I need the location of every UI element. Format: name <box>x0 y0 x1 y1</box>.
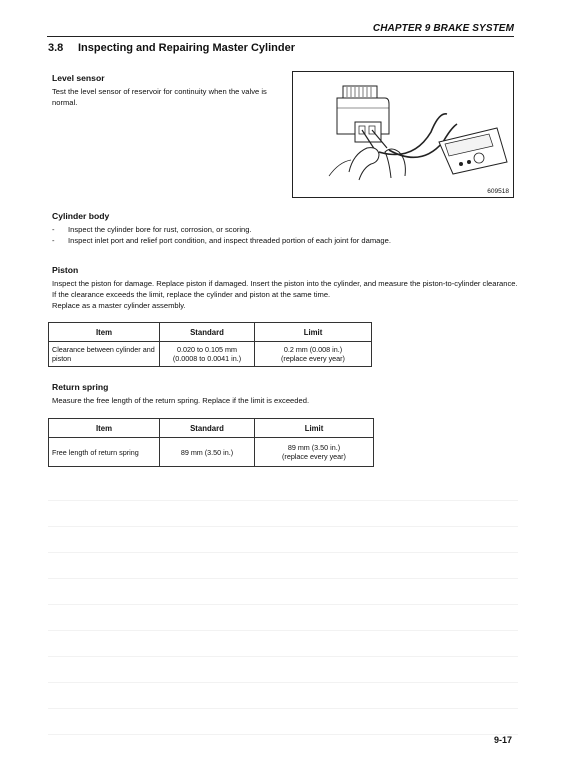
figure-code: 609518 <box>487 188 509 195</box>
cell-limit <box>255 438 374 467</box>
limit-note: (replace every year) <box>282 452 346 461</box>
header-rule <box>47 36 514 37</box>
column-header-item: Item <box>49 323 160 342</box>
cylinder-body-heading: Cylinder body <box>52 211 110 221</box>
return-spring-heading: Return spring <box>52 382 109 392</box>
bullet-dash: - <box>52 236 55 245</box>
piston-text: Inspect the piston for damage. Replace piston if damaged. Insert the piston into the cylinder, and measure the piston-to-cylinder clearance. If the clearance exceeds the limit, replace the cylinder and piston at the same time. <box>52 279 518 299</box>
column-header-item: Item <box>49 419 160 438</box>
standard-mm: 0.020 to 0.105 mm <box>177 345 237 354</box>
piston-clearance-table <box>48 322 372 367</box>
level-sensor-text: Test the level sensor of reservoir for continuity when the valve is normal. <box>52 87 267 107</box>
cell-item: Free length of return spring <box>49 438 160 467</box>
column-header-limit: Limit <box>255 323 372 342</box>
return-spring-text: Measure the free length of the return spring. Replace if the limit is exceeded. <box>52 396 310 405</box>
column-header-limit: Limit <box>255 419 374 438</box>
section-number: 3.8 <box>48 42 64 54</box>
list-item <box>52 224 522 235</box>
table-row <box>49 438 374 467</box>
cell-limit <box>255 342 372 367</box>
column-header-standard: Standard <box>160 419 255 438</box>
list-item <box>52 235 522 246</box>
column-header-standard: Standard <box>160 323 255 342</box>
level-sensor-heading: Level sensor <box>52 73 105 83</box>
cell-standard: 89 mm (3.50 in.) <box>160 438 255 467</box>
table-row <box>49 342 372 367</box>
cylinder-body-section <box>52 211 522 246</box>
multimeter-test-illustration <box>293 72 513 197</box>
level-sensor-figure <box>292 71 514 198</box>
blank-area <box>48 475 518 735</box>
chapter-header: CHAPTER 9 BRAKE SYSTEM <box>372 23 514 34</box>
piston-section <box>52 265 522 311</box>
list-item-text: Inspect the cylinder bore for rust, corrosion, or scoring. <box>68 225 252 234</box>
piston-heading: Piston <box>52 265 79 275</box>
standard-in: (0.0008 to 0.0041 in.) <box>172 354 242 363</box>
level-sensor-section <box>52 73 277 108</box>
list-item-text: Inspect inlet port and relief port condition, and inspect threaded portion of each joint for damage. <box>68 236 391 245</box>
cell-item: Clearance between cylinder and piston <box>49 342 160 367</box>
bullet-dash: - <box>52 225 55 234</box>
return-spring-table <box>48 418 374 467</box>
piston-note: Replace as a master cylinder assembly. <box>52 301 186 310</box>
table-header-row <box>49 323 372 342</box>
limit-value: 0.2 mm (0.008 in.) <box>283 345 343 354</box>
section-heading: Inspecting and Repairing Master Cylinder <box>78 42 295 54</box>
section-title <box>48 42 295 54</box>
return-spring-section <box>52 382 522 406</box>
limit-value: 89 mm (3.50 in.) <box>287 443 341 452</box>
cell-standard <box>160 342 255 367</box>
limit-note: (replace every year) <box>281 354 345 363</box>
page-number: 9-17 <box>493 735 512 745</box>
table-header-row <box>49 419 374 438</box>
